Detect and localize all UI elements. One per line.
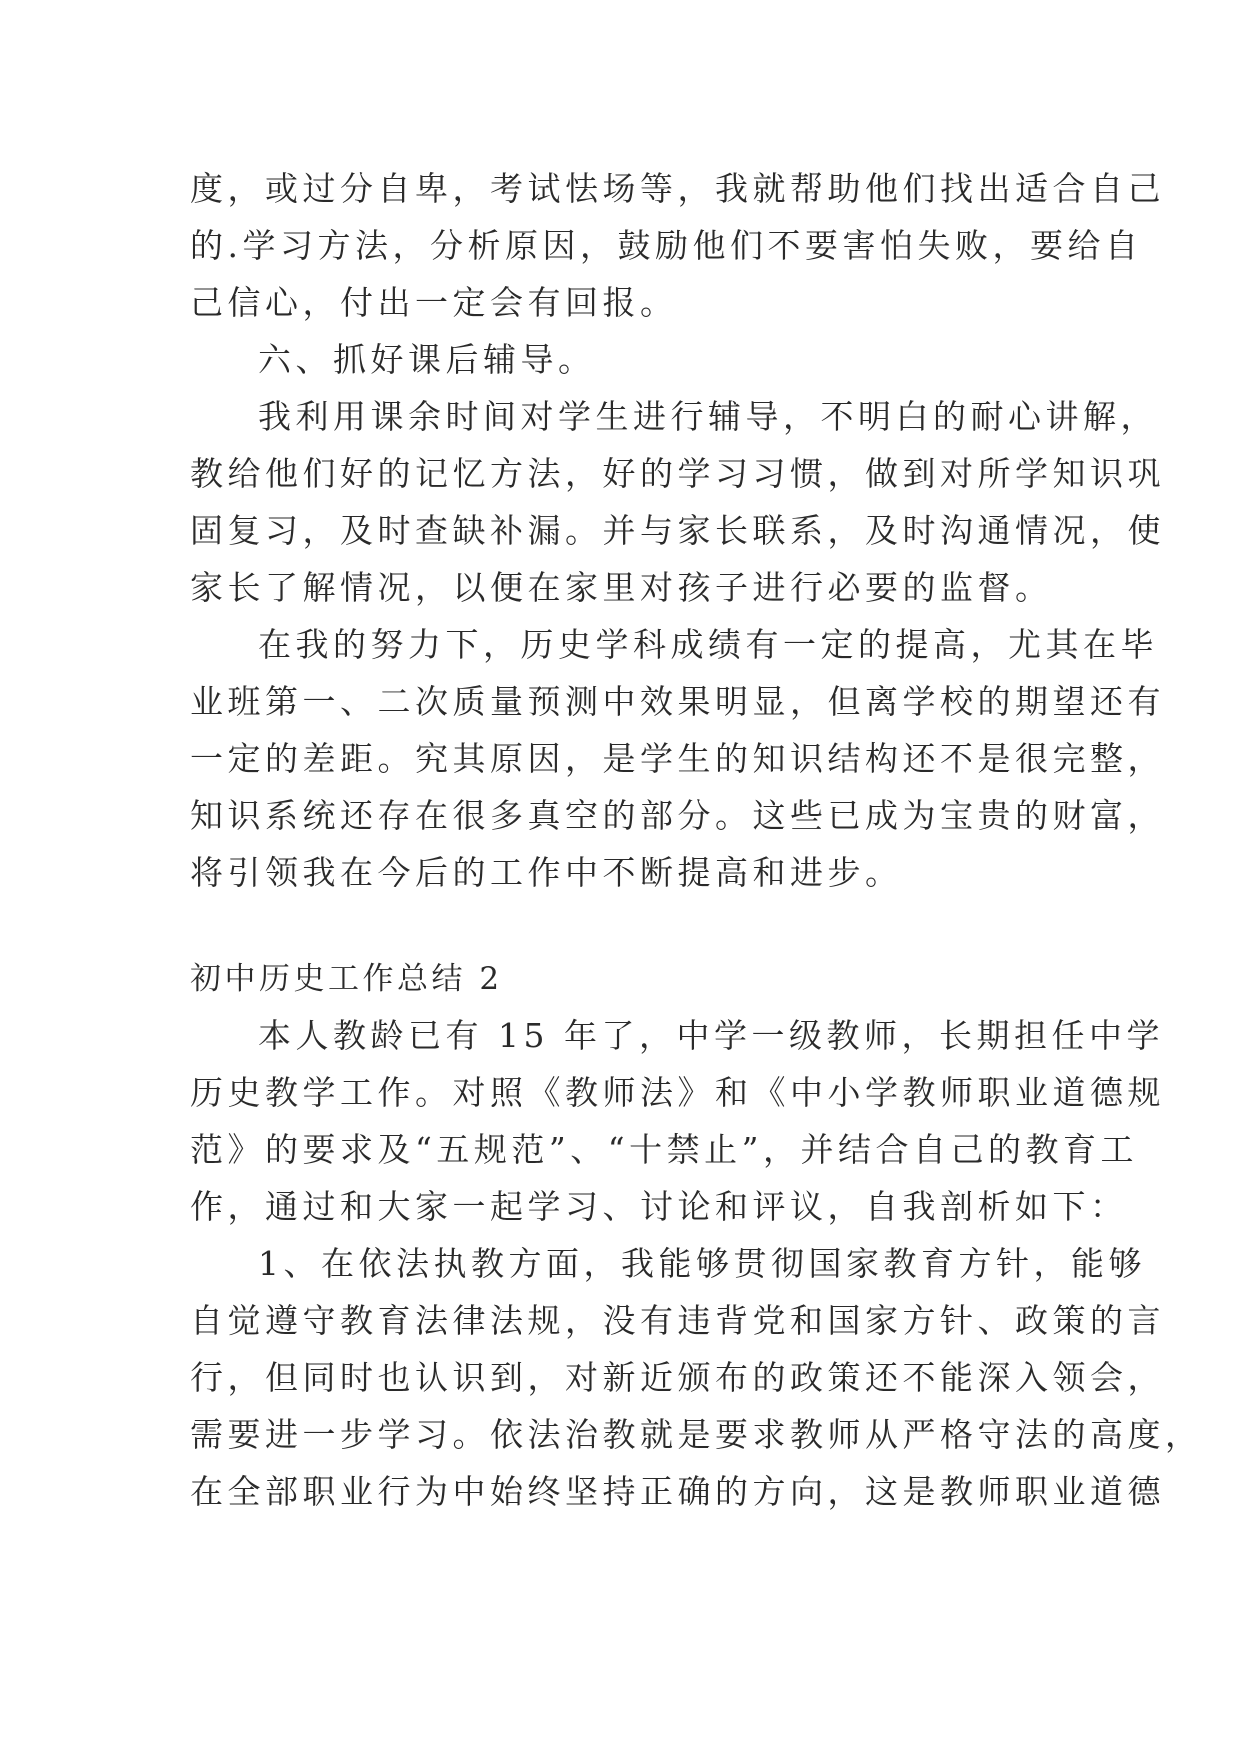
text-line: 一定的差距。究其原因，是学生的知识结构还不是很完整， bbox=[190, 739, 1165, 778]
text-line: 固复习，及时查缺补漏。并与家长联系，及时沟通情况，使 bbox=[190, 511, 1165, 550]
text-line: 己信心，付出一定会有回报。 bbox=[190, 283, 678, 322]
section-title: 初中历史工作总结 2 bbox=[190, 961, 503, 997]
text-line: 行，但同时也认识到，对新近颁布的政策还不能深入领会， bbox=[190, 1358, 1165, 1397]
text-line: 需要进一步学习。依法治教就是要求教师从严格守法的高度， bbox=[190, 1415, 1203, 1454]
paragraph-tutoring bbox=[190, 388, 1165, 616]
text-line: 在全部职业行为中始终坚持正确的方向，这是教师职业道德 bbox=[190, 1472, 1165, 1511]
text-line: 教给他们好的记忆方法，好的学习习惯，做到对所学知识巩 bbox=[190, 454, 1165, 493]
text-line: 历史教学工作。对照《教师法》和《中小学教师职业道德规 bbox=[190, 1073, 1165, 1112]
text-line: 范》的要求及“五规范”、“十禁止”，并结合自己的教育工 bbox=[190, 1130, 1138, 1169]
text-line: 在我的努力下，历史学科成绩有一定的提高，尤其在毕 bbox=[258, 625, 1158, 664]
paragraph-point-1 bbox=[190, 1235, 1203, 1520]
text-line: 业班第一、二次质量预测中效果明显，但离学校的期望还有 bbox=[190, 682, 1165, 721]
text-line: 家长了解情况，以便在家里对孩子进行必要的监督。 bbox=[190, 568, 1053, 607]
document-body bbox=[190, 160, 1203, 1520]
text-line: 将引领我在今后的工作中不断提高和进步。 bbox=[190, 853, 903, 892]
text-line: 的.学习方法，分析原因，鼓励他们不要害怕失败，要给自 bbox=[190, 226, 1143, 265]
text-line: 度，或过分自卑，考试怯场等，我就帮助他们找出适合自己 bbox=[190, 169, 1165, 208]
text-line: 知识系统还存在很多真空的部分。这些已成为宝贵的财富， bbox=[190, 796, 1165, 835]
section-spacer bbox=[190, 901, 1060, 951]
text-line: 本人教龄已有 15 年了，中学一级教师，长期担任中学 bbox=[258, 1016, 1164, 1055]
section-heading-six: 六、抓好课后辅导。 bbox=[258, 340, 596, 379]
text-line: 1、在依法执教方面，我能够贯彻国家教育方针，能够 bbox=[258, 1244, 1146, 1283]
text-line: 我利用课余时间对学生进行辅导，不明白的耐心讲解， bbox=[258, 397, 1158, 436]
paragraph-intro bbox=[190, 1007, 1165, 1235]
text-line: 自觉遵守教育法律法规，没有违背党和国家方针、政策的言 bbox=[190, 1301, 1165, 1340]
paragraph-continued bbox=[190, 160, 1165, 331]
paragraph-results bbox=[190, 616, 1165, 901]
text-line: 作，通过和大家一起学习、讨论和评议，自我剖析如下： bbox=[190, 1187, 1128, 1226]
